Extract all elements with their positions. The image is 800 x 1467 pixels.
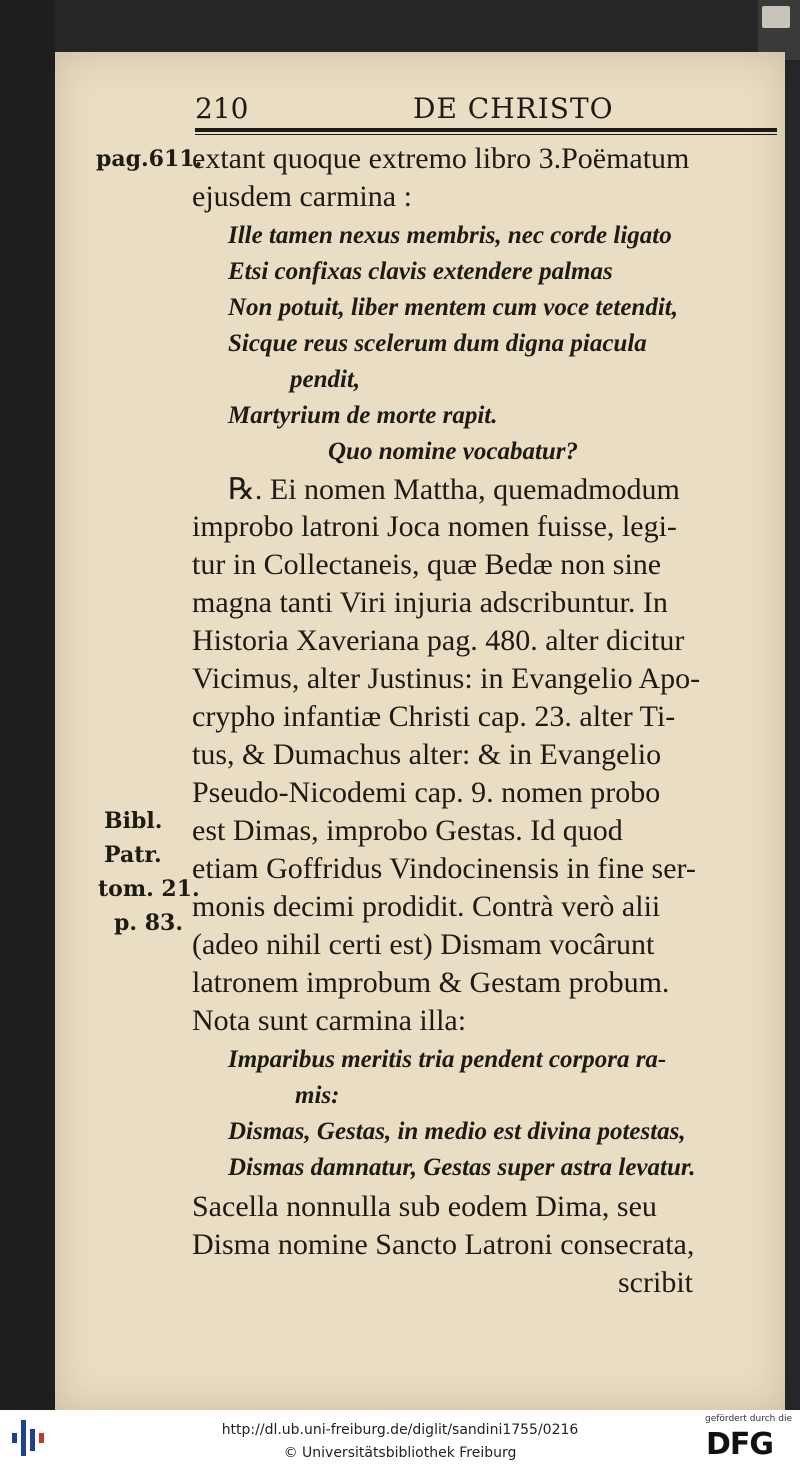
margin-page-ref: pag.611. xyxy=(96,146,203,172)
copyright-text: © Universitätsbibliothek Freiburg xyxy=(283,1445,517,1461)
sponsor-note: gefördert durch die xyxy=(705,1414,792,1424)
margin-patr: Patr. xyxy=(104,842,162,868)
text-line: extant quoque extremo libro 3.Poëmatum xyxy=(192,142,690,175)
text-line: ℞. Ei nomen Mattha, quemadmodum xyxy=(228,473,680,506)
verse-line: Dismas, Gestas, in medio est divina potestas, xyxy=(228,1118,686,1145)
text-line: Disma nomine Sancto Latroni consecrata, xyxy=(192,1228,695,1261)
margin-bibl: Bibl. xyxy=(104,808,163,834)
book-spine xyxy=(0,0,55,1410)
question-line: Quo nomine vocabatur? xyxy=(328,438,579,465)
margin-p: p. 83. xyxy=(114,910,183,936)
text-line: etiam Goffridus Vindocinensis in fine ser- xyxy=(192,852,696,885)
text-line: crypho infantiæ Christi cap. 23. alter Ti- xyxy=(192,700,676,733)
text-line: latronem improbum & Gestam probum. xyxy=(192,966,670,999)
verse-line: Dismas damnatur, Gestas super astra levatur. xyxy=(228,1154,696,1181)
text-line: tus, & Dumachus alter: & in Evangelio xyxy=(192,738,662,771)
verse-line: pendit, xyxy=(290,366,361,393)
verse-line: Etsi confixas clavis extendere palmas xyxy=(228,258,613,285)
text-line: magna tanti Viri injuria adscribuntur. In xyxy=(192,586,668,619)
text-line: est Dimas, improbo Gestas. Id quod xyxy=(192,814,623,847)
page-number: 210 xyxy=(195,92,249,125)
text-line: Vicimus, alter Justinus: in Evangelio Apo- xyxy=(192,662,701,695)
text-line: (adeo nihil certi est) Dismam vocârunt xyxy=(192,928,655,961)
header-rule-thin xyxy=(195,134,777,135)
text-line: Nota sunt carmina illa: xyxy=(192,1004,467,1037)
verse-line: mis: xyxy=(295,1082,340,1109)
verse-line: Ille tamen nexus membris, nec corde ligato xyxy=(228,222,672,249)
text-line: Pseudo-Nicodemi cap. 9. nomen probo xyxy=(192,776,661,809)
dfg-logo[interactable]: DFG xyxy=(706,1427,774,1462)
permalink-url[interactable]: http://dl.ub.uni-freiburg.de/diglit/sandini1755/0216 xyxy=(221,1422,579,1438)
verse-line: Sicque reus scelerum dum digna piacula xyxy=(228,330,647,357)
margin-tom: tom. 21. xyxy=(98,876,200,902)
color-tab xyxy=(762,6,790,28)
running-title: DE CHRISTO xyxy=(413,92,614,125)
verse-line: Martyrium de morte rapit. xyxy=(228,402,498,429)
text-line: Historia Xaveriana pag. 480. alter dicitur xyxy=(192,624,685,657)
text-line: improbo latroni Joca nomen fuisse, legi- xyxy=(192,510,677,543)
text-line: ejusdem carmina : xyxy=(192,180,412,213)
text-line: Sacella nonnulla sub eodem Dima, seu xyxy=(192,1190,657,1223)
catchword: scribit xyxy=(618,1266,693,1299)
verse-line: Non potuit, liber mentem cum voce tetendit, xyxy=(228,294,678,321)
text-line: monis decimi prodidit. Contrà verò alii xyxy=(192,890,661,923)
text-line: tur in Collectaneis, quæ Bedæ non sine xyxy=(192,548,662,581)
header-rule xyxy=(195,128,777,132)
verse-line: Imparibus meritis tria pendent corpora ra- xyxy=(228,1046,667,1073)
